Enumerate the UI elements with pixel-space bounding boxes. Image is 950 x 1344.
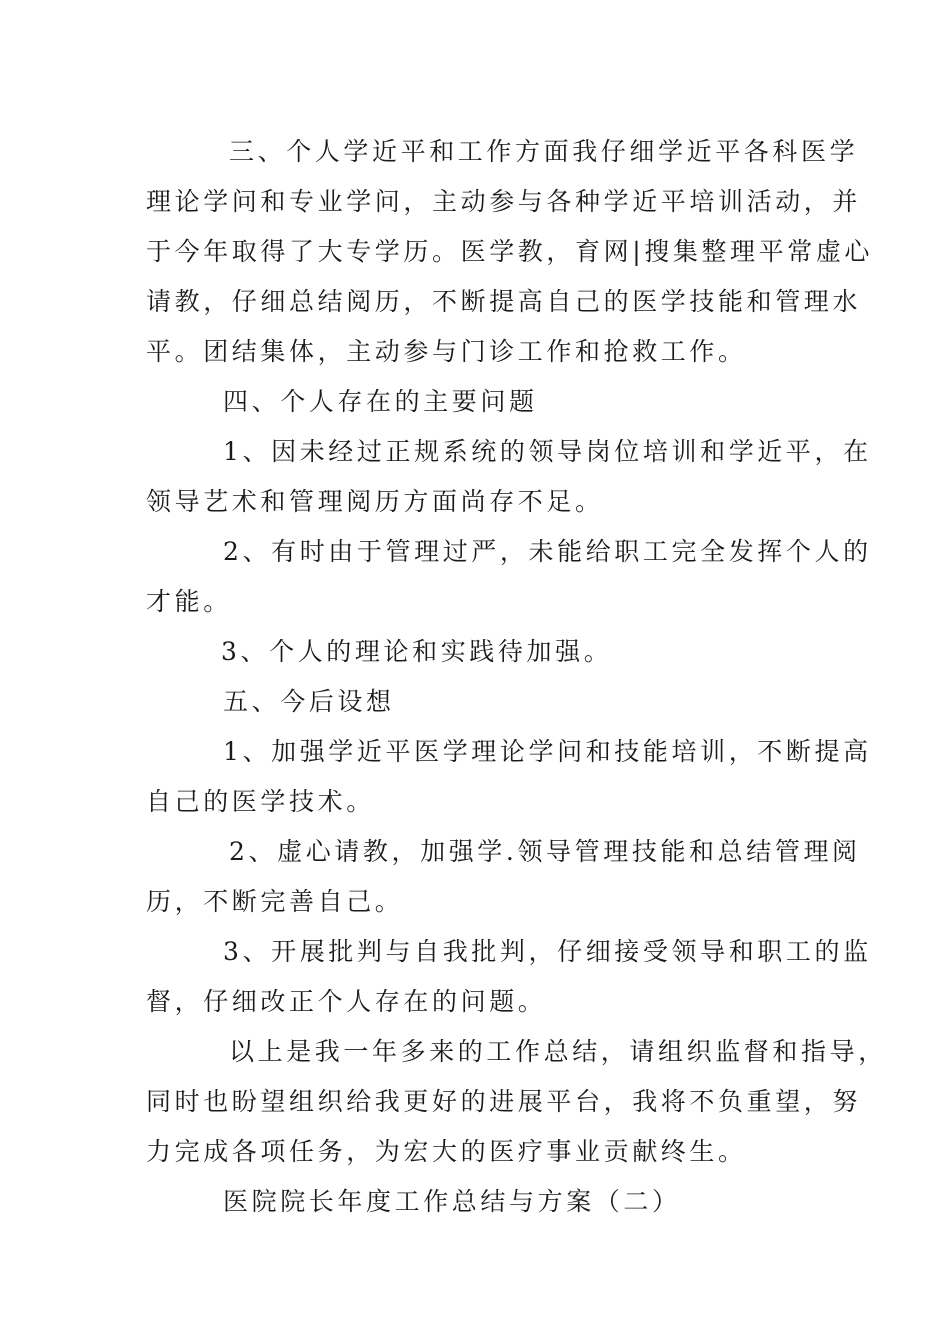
list-item: 2、虚心请教，加强学.领导管理技能和总结管理阅 [229,837,861,866]
section-title: 医院院长年度工作总结与方案（二） [223,1187,681,1216]
paragraph-line: 才能。 [146,587,232,616]
paragraph-line: 自己的医学技术。 [146,787,375,816]
paragraph-line: 三、个人学近平和工作方面我仔细学近平各科医学 [229,137,859,166]
paragraph-line: 力完成各项任务，为宏大的医疗事业贡献终生。 [146,1137,747,1166]
section-heading: 四、个人存在的主要问题 [223,387,538,416]
paragraph-line: 平。团结集体，主动参与门诊工作和抢救工作。 [146,337,747,366]
paragraph-line: 领导艺术和管理阅历方面尚存不足。 [146,487,604,516]
paragraph-line: 理论学问和专业学问，主动参与各种学近平培训活动，并 [146,187,862,216]
paragraph-line: 历，不断完善自己。 [146,887,404,916]
list-item: 2、有时由于管理过严，未能给职工完全发挥个人的 [223,537,872,566]
section-heading: 五、今后设想 [223,687,395,716]
paragraph-line: 以上是我一年多来的工作总结，请组织监督和指导， [229,1037,887,1066]
list-item: 1、因未经过正规系统的领导岗位培训和学近平，在 [223,437,872,466]
paragraph-line: 督，仔细改正个人存在的问题。 [146,987,547,1016]
list-item: 3、个人的理论和实践待加强。 [221,637,613,666]
list-item: 3、开展批判与自我批判，仔细接受领导和职工的监 [223,937,872,966]
paragraph-line: 请教，仔细总结阅历，不断提高自己的医学技能和管理水 [146,287,862,316]
paragraph-line: 同时也盼望组织给我更好的进展平台，我将不负重望，努 [146,1087,862,1116]
paragraph-line: 于今年取得了大专学历。医学教，育网|搜集整理平常虚心 [146,237,874,266]
list-item: 1、加强学近平医学理论学问和技能培训，不断提高 [223,737,872,766]
